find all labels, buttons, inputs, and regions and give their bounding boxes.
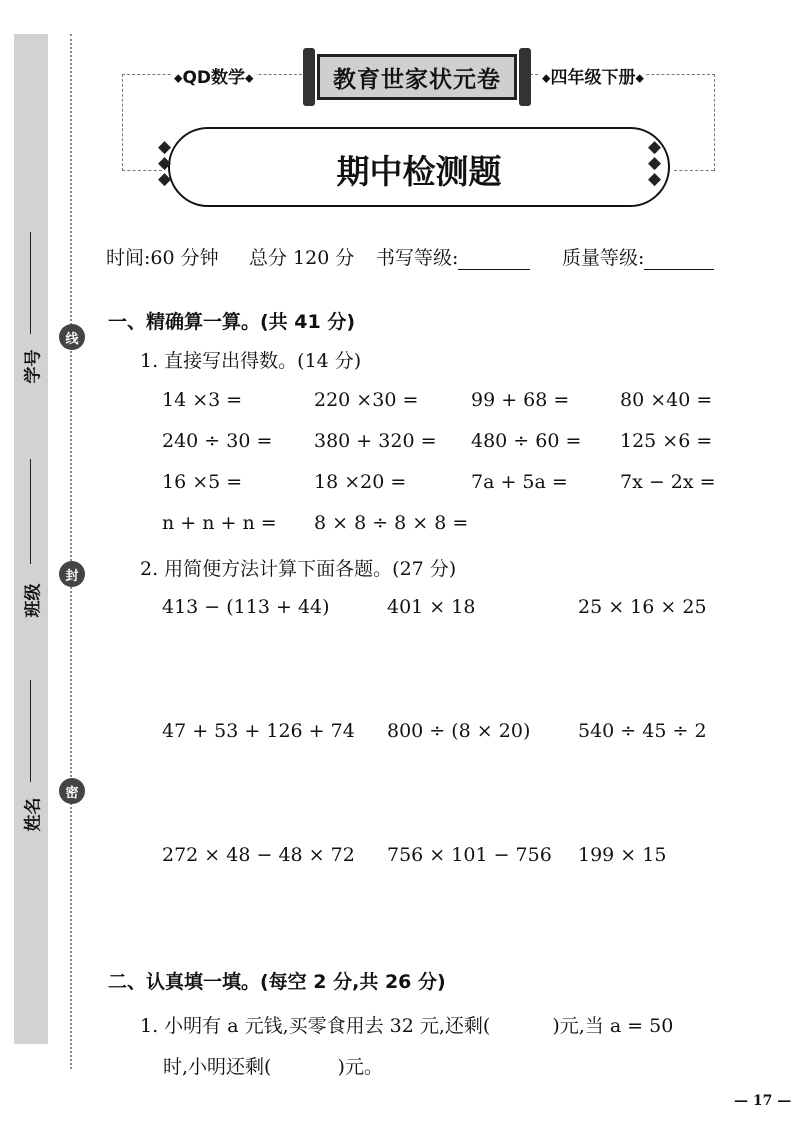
- series-title: 教育世家状元卷: [317, 54, 517, 100]
- writing-grade-blank[interactable]: [458, 247, 530, 270]
- diamond-stack-right-icon: ◆ ◆ ◆: [648, 137, 662, 189]
- calc-item: 80 ×40 =: [620, 389, 713, 411]
- calc-item: 240 ÷ 30 =: [162, 430, 273, 452]
- quality-grade: 质量等级:: [562, 243, 714, 270]
- calc-item: 14 ×3 =: [162, 389, 243, 411]
- simplify-item: 540 ÷ 45 ÷ 2: [578, 720, 707, 742]
- name-label: 姓名: [23, 797, 44, 832]
- calc-item: 220 ×30 =: [314, 389, 419, 411]
- header-dash-left-bottom: [122, 170, 162, 171]
- simplify-item: 272 × 48 − 48 × 72: [162, 844, 355, 866]
- diamond-icon: ◆: [174, 71, 183, 85]
- q2-title: 2. 用简便方法计算下面各题。(27 分): [140, 558, 457, 580]
- calc-item: 7a + 5a =: [471, 471, 568, 493]
- calc-item: n + n + n =: [162, 512, 277, 534]
- scroll-rod-left: [303, 48, 315, 106]
- student-id-label: 学号: [23, 349, 44, 384]
- diamond-stack-left-icon: ◆ ◆ ◆: [158, 137, 172, 189]
- section-1-title: 一、精确算一算。(共 41 分): [108, 311, 356, 333]
- fill-question-1-line-1: 1. 小明有 a 元钱,买零食用去 32 元,还剩( )元,当 a = 50: [140, 1015, 674, 1037]
- exam-time: 时间:60 分钟: [106, 247, 219, 269]
- simplify-item: 25 × 16 × 25: [578, 596, 707, 618]
- cut-line: [70, 34, 72, 1069]
- grade-tag: ◆四年级下册◆: [540, 63, 646, 88]
- fill-question-1-line-2: 时,小明还剩( )元。: [163, 1056, 383, 1078]
- calc-item: 8 × 8 ÷ 8 × 8 =: [314, 512, 469, 534]
- class-label: 班级: [23, 583, 44, 618]
- name-line: [30, 680, 31, 782]
- diamond-icon: ◆: [245, 71, 254, 85]
- student-id-line: [30, 232, 31, 334]
- title-banner: [168, 127, 670, 207]
- header-dash-right-bottom: [674, 170, 714, 171]
- simplify-item: 413 − (113 + 44): [162, 596, 330, 618]
- simplify-item: 800 ÷ (8 × 20): [387, 720, 531, 742]
- calc-item: 480 ÷ 60 =: [471, 430, 582, 452]
- total-score: 总分 120 分: [249, 247, 355, 269]
- calc-item: 16 ×5 =: [162, 471, 243, 493]
- seal-seal-mark: 封: [59, 561, 85, 587]
- seal-dense-mark: 密: [59, 778, 85, 804]
- quality-grade-blank[interactable]: [644, 247, 714, 270]
- page-number: — 17 —: [734, 1093, 792, 1109]
- calc-item: 125 ×6 =: [620, 430, 713, 452]
- scroll-rod-right: [519, 48, 531, 106]
- calc-item: 99 + 68 =: [471, 389, 570, 411]
- exam-title: 期中检测题: [336, 152, 502, 191]
- seal-line-mark: 线: [59, 324, 85, 350]
- subject-tag: ◆QD数学◆: [172, 63, 256, 88]
- simplify-item: 756 × 101 − 756: [387, 844, 552, 866]
- simplify-item: 199 × 15: [578, 844, 667, 866]
- series-scroll: [303, 48, 531, 106]
- section-2-title: 二、认真填一填。(每空 2 分,共 26 分): [108, 971, 446, 993]
- binding-strip: [14, 34, 48, 1044]
- diamond-icon: ◆: [635, 71, 644, 85]
- q1-title: 1. 直接写出得数。(14 分): [140, 350, 362, 372]
- diamond-icon: ◆: [542, 71, 551, 85]
- writing-grade: 书写等级:: [376, 243, 530, 270]
- simplify-item: 401 × 18: [387, 596, 476, 618]
- calc-item: 7x − 2x =: [620, 471, 716, 493]
- simplify-item: 47 + 53 + 126 + 74: [162, 720, 355, 742]
- calc-item: 18 ×20 =: [314, 471, 407, 493]
- calc-item: 380 + 320 =: [314, 430, 437, 452]
- class-line: [30, 459, 31, 564]
